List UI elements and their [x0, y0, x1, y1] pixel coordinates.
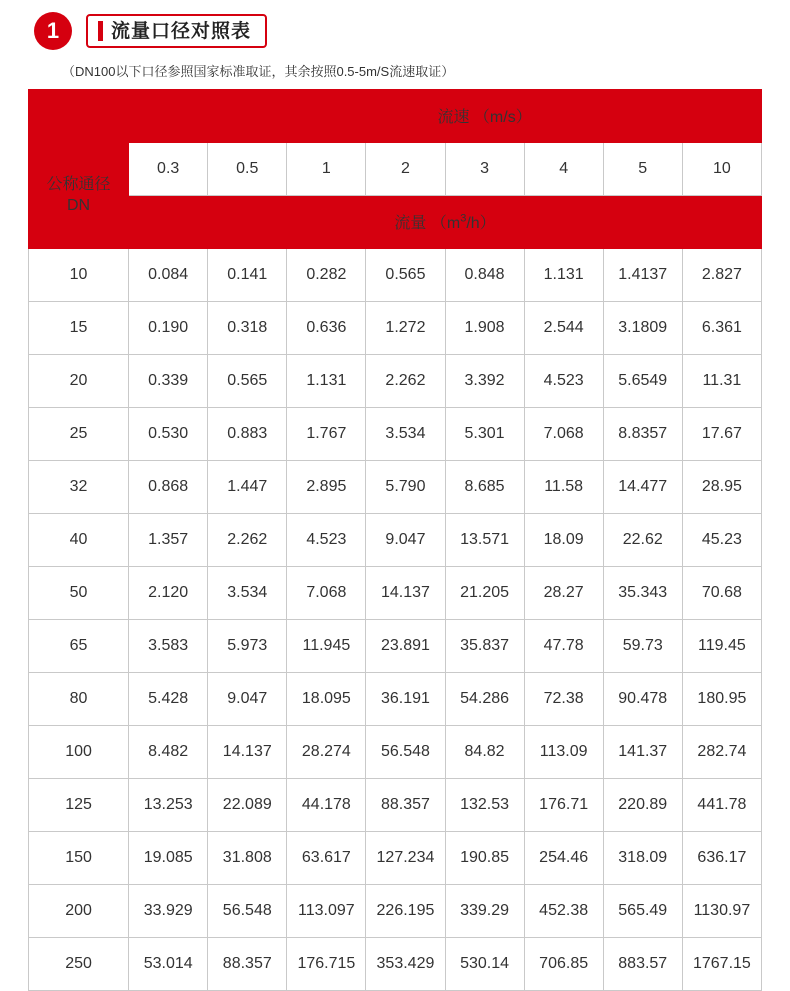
cell: 17.67	[682, 407, 761, 460]
cell: 28.274	[287, 725, 366, 778]
cell: 88.357	[208, 937, 287, 990]
cell: 706.85	[524, 937, 603, 990]
cell: 2.262	[208, 513, 287, 566]
cell: 45.23	[682, 513, 761, 566]
cell: 72.38	[524, 672, 603, 725]
cell: 9.047	[366, 513, 445, 566]
table-row	[29, 248, 762, 301]
cell: 1.131	[287, 354, 366, 407]
speed-value-cell: 5	[603, 142, 682, 195]
table-row	[29, 725, 762, 778]
row-dn-value: 200	[29, 884, 129, 937]
cell: 176.715	[287, 937, 366, 990]
flow-header	[129, 195, 762, 248]
table-row	[29, 407, 762, 460]
cell: 14.137	[366, 566, 445, 619]
cell: 14.477	[603, 460, 682, 513]
row-dn-value: 40	[29, 513, 129, 566]
flow-header-prefix: 流量 （m	[394, 215, 461, 233]
cell: 14.137	[208, 725, 287, 778]
cell: 18.09	[524, 513, 603, 566]
cell: 1.908	[445, 301, 524, 354]
cell: 8.685	[445, 460, 524, 513]
table-row	[29, 831, 762, 884]
row-dn-value: 15	[29, 301, 129, 354]
cell: 18.095	[287, 672, 366, 725]
cell: 0.868	[129, 460, 208, 513]
row-dn-value: 25	[29, 407, 129, 460]
page-title: 流量口径对照表	[111, 20, 252, 42]
speed-value-cell: 10	[682, 142, 761, 195]
cell: 5.301	[445, 407, 524, 460]
table-header-row-speed-title	[29, 89, 762, 142]
dn-label-line1: 公称通径	[46, 175, 111, 193]
cell: 132.53	[445, 778, 524, 831]
cell: 90.478	[603, 672, 682, 725]
cell: 13.571	[445, 513, 524, 566]
cell: 282.74	[682, 725, 761, 778]
cell: 318.09	[603, 831, 682, 884]
speed-value-cell: 1	[287, 142, 366, 195]
cell: 5.6549	[603, 354, 682, 407]
header-blank-cell	[129, 89, 208, 142]
cell: 254.46	[524, 831, 603, 884]
cell: 56.548	[208, 884, 287, 937]
cell: 353.429	[366, 937, 445, 990]
cell: 530.14	[445, 937, 524, 990]
cell: 4.523	[524, 354, 603, 407]
cell: 0.318	[208, 301, 287, 354]
dn-label-line2: DN	[67, 197, 91, 215]
cell: 11.945	[287, 619, 366, 672]
cell: 452.38	[524, 884, 603, 937]
dn-label-cell	[29, 142, 129, 248]
table-row	[29, 354, 762, 407]
cell: 11.58	[524, 460, 603, 513]
cell: 1.272	[366, 301, 445, 354]
row-dn-value: 125	[29, 778, 129, 831]
cell: 1.767	[287, 407, 366, 460]
cell: 9.047	[208, 672, 287, 725]
cell: 180.95	[682, 672, 761, 725]
cell: 190.85	[445, 831, 524, 884]
page-subtitle: （DN100以下口径参照国家标准取证，其余按照0.5-5m/S流速取证）	[62, 64, 455, 79]
cell: 56.548	[366, 725, 445, 778]
cell: 226.195	[366, 884, 445, 937]
row-dn-value: 80	[29, 672, 129, 725]
cell: 0.636	[287, 301, 366, 354]
cell: 3.1809	[603, 301, 682, 354]
speed-value-cell: 0.5	[208, 142, 287, 195]
cell: 176.71	[524, 778, 603, 831]
flow-table	[28, 89, 762, 991]
cell: 2.544	[524, 301, 603, 354]
cell: 2.120	[129, 566, 208, 619]
cell: 47.78	[524, 619, 603, 672]
speed-value-cell: 2	[366, 142, 445, 195]
cell: 0.339	[129, 354, 208, 407]
cell: 0.565	[208, 354, 287, 407]
table-header-row-speed-values	[29, 142, 762, 195]
row-dn-value: 20	[29, 354, 129, 407]
cell: 7.068	[524, 407, 603, 460]
cell: 4.523	[287, 513, 366, 566]
page-title-box	[86, 14, 267, 48]
table-header-row-flow-title	[29, 195, 762, 248]
cell: 44.178	[287, 778, 366, 831]
table-row	[29, 460, 762, 513]
cell: 141.37	[603, 725, 682, 778]
cell: 0.883	[208, 407, 287, 460]
cell: 1.447	[208, 460, 287, 513]
cell: 59.73	[603, 619, 682, 672]
cell: 31.808	[208, 831, 287, 884]
cell: 7.068	[287, 566, 366, 619]
cell: 22.089	[208, 778, 287, 831]
cell: 88.357	[366, 778, 445, 831]
cell: 35.343	[603, 566, 682, 619]
cell: 54.286	[445, 672, 524, 725]
table-row	[29, 513, 762, 566]
cell: 35.837	[445, 619, 524, 672]
cell: 21.205	[445, 566, 524, 619]
flow-table-body	[29, 248, 762, 990]
table-row	[29, 619, 762, 672]
cell: 1767.15	[682, 937, 761, 990]
cell: 5.790	[366, 460, 445, 513]
cell: 113.097	[287, 884, 366, 937]
cell: 0.530	[129, 407, 208, 460]
cell: 0.084	[129, 248, 208, 301]
cell: 8.482	[129, 725, 208, 778]
cell: 5.973	[208, 619, 287, 672]
table-row	[29, 301, 762, 354]
header-corner-blank	[29, 89, 129, 142]
table-row	[29, 778, 762, 831]
speed-value-cell: 3	[445, 142, 524, 195]
cell: 1.131	[524, 248, 603, 301]
row-dn-value: 50	[29, 566, 129, 619]
cell: 119.45	[682, 619, 761, 672]
flow-header-sup: 3	[460, 213, 467, 226]
cell: 22.62	[603, 513, 682, 566]
table-row	[29, 672, 762, 725]
row-dn-value: 10	[29, 248, 129, 301]
speed-header: 流速 （m/s）	[208, 89, 762, 142]
row-dn-value: 250	[29, 937, 129, 990]
cell: 36.191	[366, 672, 445, 725]
title-accent-bar	[98, 21, 103, 41]
cell: 28.27	[524, 566, 603, 619]
speed-value-cell: 0.3	[129, 142, 208, 195]
cell: 339.29	[445, 884, 524, 937]
cell: 3.392	[445, 354, 524, 407]
cell: 1.357	[129, 513, 208, 566]
row-dn-value: 100	[29, 725, 129, 778]
cell: 2.895	[287, 460, 366, 513]
cell: 0.190	[129, 301, 208, 354]
cell: 565.49	[603, 884, 682, 937]
cell: 33.929	[129, 884, 208, 937]
cell: 113.09	[524, 725, 603, 778]
cell: 220.89	[603, 778, 682, 831]
cell: 0.565	[366, 248, 445, 301]
speed-value-cell: 4	[524, 142, 603, 195]
cell: 636.17	[682, 831, 761, 884]
cell: 84.82	[445, 725, 524, 778]
cell: 441.78	[682, 778, 761, 831]
section-number-badge: 1	[34, 12, 72, 50]
cell: 6.361	[682, 301, 761, 354]
cell: 13.253	[129, 778, 208, 831]
table-row	[29, 884, 762, 937]
cell: 1130.97	[682, 884, 761, 937]
flow-header-suffix: /h）	[466, 215, 496, 233]
cell: 2.262	[366, 354, 445, 407]
flow-table-head	[29, 89, 762, 248]
page-header	[28, 0, 762, 54]
cell: 127.234	[366, 831, 445, 884]
cell: 19.085	[129, 831, 208, 884]
cell: 5.428	[129, 672, 208, 725]
cell: 0.848	[445, 248, 524, 301]
cell: 0.141	[208, 248, 287, 301]
cell: 0.282	[287, 248, 366, 301]
table-row	[29, 937, 762, 990]
cell: 53.014	[129, 937, 208, 990]
cell: 70.68	[682, 566, 761, 619]
cell: 883.57	[603, 937, 682, 990]
cell: 28.95	[682, 460, 761, 513]
cell: 23.891	[366, 619, 445, 672]
cell: 3.583	[129, 619, 208, 672]
cell: 3.534	[208, 566, 287, 619]
table-row	[29, 566, 762, 619]
cell: 63.617	[287, 831, 366, 884]
cell: 8.8357	[603, 407, 682, 460]
cell: 1.4137	[603, 248, 682, 301]
row-dn-value: 150	[29, 831, 129, 884]
cell: 2.827	[682, 248, 761, 301]
row-dn-value: 65	[29, 619, 129, 672]
row-dn-value: 32	[29, 460, 129, 513]
cell: 3.534	[366, 407, 445, 460]
cell: 11.31	[682, 354, 761, 407]
